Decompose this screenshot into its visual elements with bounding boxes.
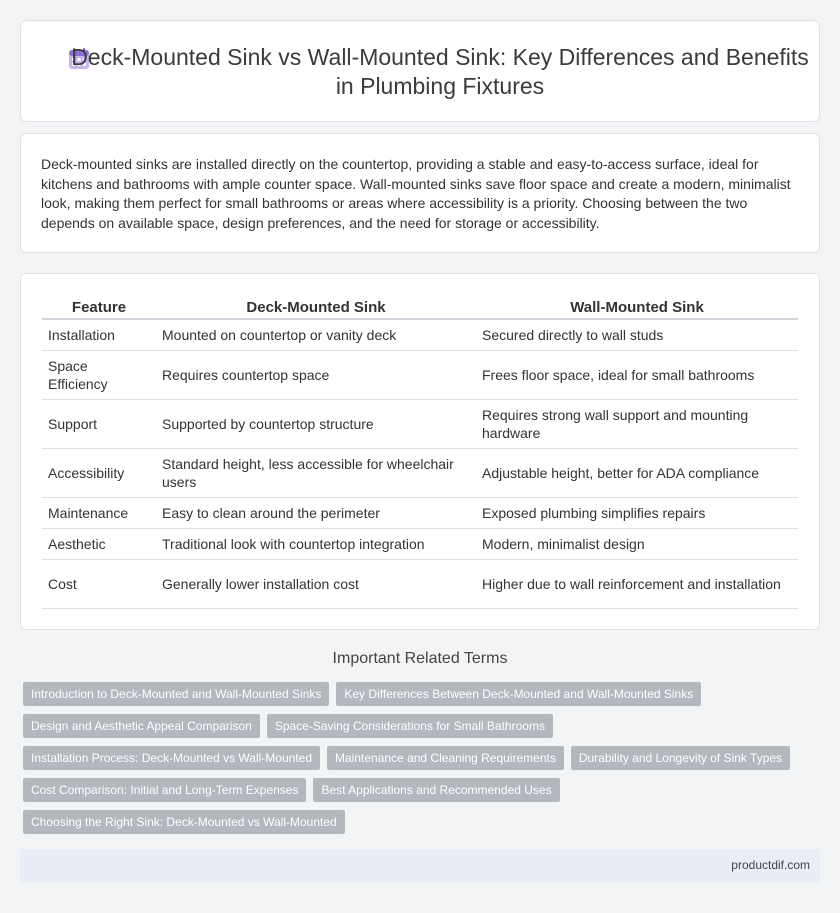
wall-cell: Requires strong wall support and mounting hardware bbox=[476, 400, 798, 449]
table-row bbox=[42, 320, 798, 351]
footer bbox=[20, 849, 820, 882]
header-feature: Feature bbox=[42, 296, 156, 320]
page-title: Deck-Mounted Sink vs Wall-Mounted Sink: Key Differences and Benefits in Plumbing Fixtures bbox=[71, 44, 809, 99]
deck-cell: Standard height, less accessible for wheelchair users bbox=[156, 449, 476, 498]
table-row bbox=[42, 400, 798, 449]
table-row bbox=[42, 449, 798, 498]
related-term-tag[interactable]: Durability and Longevity of Sink Types bbox=[571, 746, 790, 770]
feature-cell: Accessibility bbox=[42, 449, 156, 498]
footer-site-link[interactable]: productdif.com bbox=[731, 858, 810, 872]
table-row bbox=[42, 560, 798, 609]
wall-cell: Exposed plumbing simplifies repairs bbox=[476, 498, 798, 529]
table-header-row bbox=[42, 296, 798, 320]
wall-cell: Frees floor space, ideal for small bathrooms bbox=[476, 351, 798, 400]
feature-cell: Maintenance bbox=[42, 498, 156, 529]
deck-cell: Requires countertop space bbox=[156, 351, 476, 400]
table-row bbox=[42, 498, 798, 529]
feature-cell: Aesthetic bbox=[42, 529, 156, 560]
feature-cell: Support bbox=[42, 400, 156, 449]
deck-cell: Supported by countertop structure bbox=[156, 400, 476, 449]
wall-cell: Adjustable height, better for ADA compliance bbox=[476, 449, 798, 498]
wall-cell: Higher due to wall reinforcement and installation bbox=[476, 560, 798, 609]
feature-cell: Space Efficiency bbox=[42, 351, 156, 400]
related-term-tag[interactable]: Best Applications and Recommended Uses bbox=[313, 778, 559, 802]
comparison-table bbox=[42, 296, 798, 609]
related-term-tag[interactable]: Key Differences Between Deck-Mounted and Wall-Mounted Sinks bbox=[336, 682, 701, 706]
related-terms-title: Important Related Terms bbox=[332, 650, 508, 667]
deck-cell: Generally lower installation cost bbox=[156, 560, 476, 609]
deck-cell: Traditional look with countertop integration bbox=[156, 529, 476, 560]
wall-cell: Secured directly to wall studs bbox=[476, 320, 798, 351]
related-term-tag[interactable]: Cost Comparison: Initial and Long-Term Expenses bbox=[23, 778, 306, 802]
feature-cell: Installation bbox=[42, 320, 156, 351]
deck-cell: Mounted on countertop or vanity deck bbox=[156, 320, 476, 351]
related-term-tag[interactable]: Installation Process: Deck-Mounted vs Wall-Mounted bbox=[23, 746, 320, 770]
table-row bbox=[42, 351, 798, 400]
deck-cell: Easy to clean around the perimeter bbox=[156, 498, 476, 529]
comparison-card bbox=[20, 273, 820, 630]
related-term-tag[interactable]: Space-Saving Considerations for Small Bathrooms bbox=[267, 714, 553, 738]
header-wall-mounted: Wall-Mounted Sink bbox=[476, 296, 798, 320]
wall-cell: Modern, minimalist design bbox=[476, 529, 798, 560]
table-row bbox=[42, 529, 798, 560]
related-term-tag[interactable]: Introduction to Deck-Mounted and Wall-Mounted Sinks bbox=[23, 682, 329, 706]
related-terms-list bbox=[23, 682, 803, 834]
feature-cell: Cost bbox=[42, 560, 156, 609]
header-deck-mounted: Deck-Mounted Sink bbox=[156, 296, 476, 320]
related-term-tag[interactable]: Choosing the Right Sink: Deck-Mounted vs Wall-Mounted bbox=[23, 810, 345, 834]
title-card bbox=[20, 20, 820, 122]
related-term-tag[interactable]: Maintenance and Cleaning Requirements bbox=[327, 746, 564, 770]
intro-card bbox=[20, 133, 820, 253]
intro-paragraph: Deck-mounted sinks are installed directly on the countertop, providing a stable and easy-to-access surface, ideal for kitchens and bathrooms with ample counter space. Wall-mounted sinks save floor space and create a modern, minimalist look, making them perfect for small bathrooms or areas where accessibility is a priority. Choosing between the two depends on available space, design preferences, and the need for storage or accessibility. bbox=[41, 156, 791, 231]
related-term-tag[interactable]: Design and Aesthetic Appeal Comparison bbox=[23, 714, 260, 738]
